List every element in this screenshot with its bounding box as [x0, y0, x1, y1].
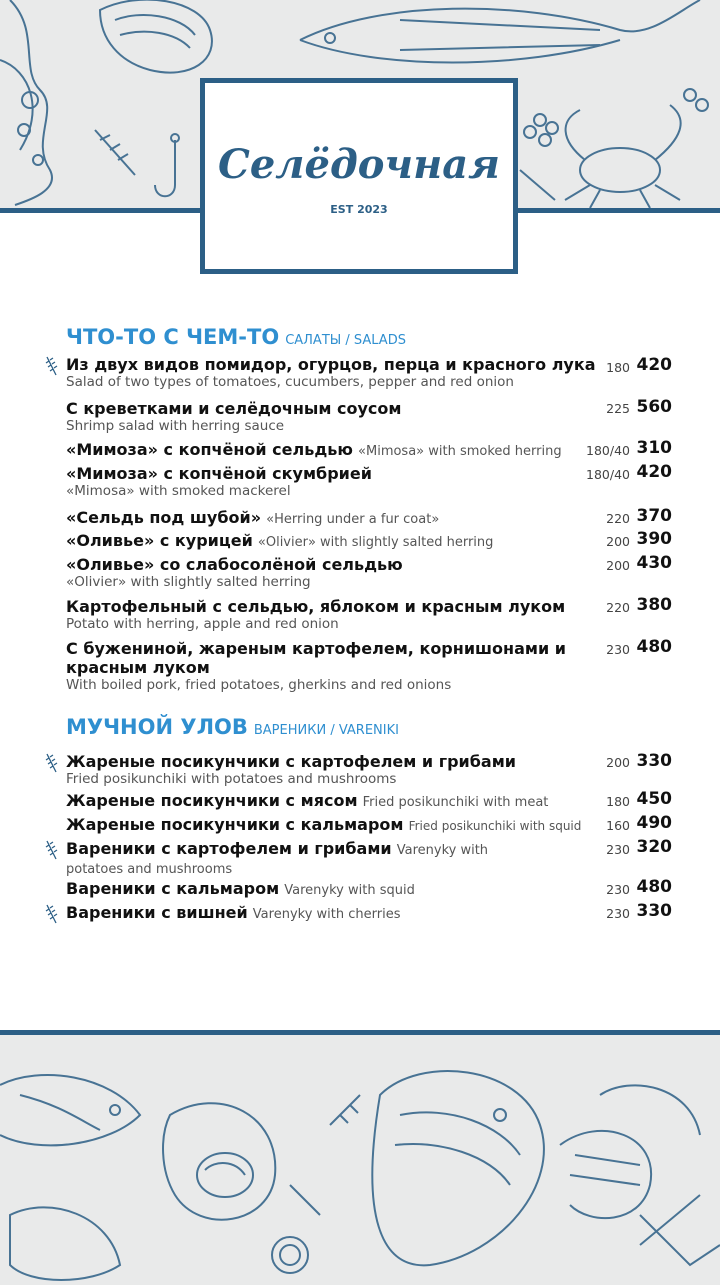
item-weight: 230	[606, 842, 630, 857]
item-name-en: Shrimp salad with herring sauce	[66, 418, 285, 434]
item-name-en: Potato with herring, apple and red onion	[66, 616, 339, 632]
item-price: 320	[636, 837, 672, 857]
item-weight: 230	[606, 882, 630, 897]
item-weight: 180/40	[586, 443, 630, 458]
item-weight: 225	[606, 401, 630, 416]
item-name-en: Fried posikunchiki with potatoes and mushrooms	[66, 771, 397, 787]
item-name-en: Fried posikunchiki with squid	[408, 819, 582, 833]
item-name-en: «Olivier» with slightly salted herring	[257, 535, 494, 550]
brand-name: Селёдочная	[217, 141, 500, 188]
item-name-ru: «Оливье» с курицей	[66, 531, 253, 550]
item-price: 560	[636, 397, 672, 417]
item-weight: 160	[606, 818, 630, 833]
item-weight: 180/40	[586, 467, 630, 482]
item-weight: 180	[606, 794, 630, 809]
item-name-en: «Mimosa» with smoked herring	[358, 444, 562, 459]
item-name-ru: С креветками и селёдочным соусом	[66, 399, 402, 418]
item-weight: 230	[606, 906, 630, 921]
item-name-en: «Herring under a fur coat»	[266, 512, 440, 527]
item-name-en: Varenyky with potatoes and mushrooms	[66, 843, 489, 877]
menu-item	[66, 399, 666, 435]
herb-sprig-icon	[44, 903, 60, 925]
item-name-ru: Вареники с кальмаром	[66, 879, 280, 898]
brand-logo	[200, 78, 518, 274]
section-subheading: ВАРЕНИКИ / VARENIKI	[253, 723, 399, 738]
item-name-en: Salad of two types of tomatoes, cucumbers, pepper and red onion	[66, 374, 514, 390]
herb-sprig-icon	[44, 839, 60, 861]
item-price: 330	[636, 901, 672, 921]
item-name-ru: Из двух видов помидор, огурцов, перца и красного лука	[66, 355, 596, 374]
item-weight: 220	[606, 600, 630, 615]
item-name-ru: Вареники с вишней	[66, 903, 248, 922]
menu-item	[66, 839, 546, 877]
item-name-en: With boiled pork, fried potatoes, gherkins and red onions	[66, 677, 452, 693]
item-weight: 220	[606, 511, 630, 526]
menu-item	[66, 440, 666, 459]
item-weight: 200	[606, 755, 630, 770]
item-name-ru: Вареники с картофелем и грибами	[66, 839, 392, 858]
menu-item	[66, 555, 666, 591]
menu-item	[66, 791, 666, 810]
item-name-ru: Жареные посикунчики с мясом	[66, 791, 358, 810]
menu-item	[66, 903, 666, 922]
item-name-ru: «Мимоза» с копчёной скумбрией	[66, 464, 372, 483]
herb-sprig-icon	[44, 355, 60, 377]
item-price: 330	[636, 751, 672, 771]
item-name-en: Varenyky with squid	[284, 883, 415, 898]
item-price: 450	[636, 789, 672, 809]
item-price: 480	[636, 877, 672, 897]
item-price: 480	[636, 637, 672, 657]
menu-item	[66, 597, 666, 633]
item-name-en: Varenyky with cherries	[252, 907, 401, 922]
menu-item	[66, 879, 666, 898]
menu-card	[26, 317, 682, 935]
item-price: 390	[636, 529, 672, 549]
item-weight: 180	[606, 360, 630, 375]
item-price: 420	[636, 355, 672, 375]
menu-item	[66, 464, 666, 500]
menu-item	[66, 531, 666, 550]
item-name-ru: С бужениной, жареным картофелем, корнишонами и красным луком	[66, 639, 566, 677]
section-title-salads	[66, 325, 406, 349]
item-name-ru: Картофельный с сельдью, яблоком и красным луком	[66, 597, 566, 616]
item-weight: 230	[606, 642, 630, 657]
item-price: 490	[636, 813, 672, 833]
menu-item	[66, 815, 666, 834]
item-weight: 200	[606, 558, 630, 573]
section-subheading: САЛАТЫ / SALADS	[285, 333, 406, 348]
section-heading: ЧТО-ТО С ЧЕМ-ТО	[66, 325, 280, 349]
footer-illustration-band	[0, 1030, 720, 1285]
item-price: 380	[636, 595, 672, 615]
item-weight: 200	[606, 534, 630, 549]
item-name-ru: «Сельдь под шубой»	[66, 508, 262, 527]
menu-item	[66, 639, 566, 694]
item-price: 310	[636, 438, 672, 458]
item-name-ru: Жареные посикунчики с картофелем и грибами	[66, 752, 516, 771]
item-name-ru: «Оливье» со слабосолёной сельдью	[66, 555, 403, 574]
item-price: 370	[636, 506, 672, 526]
menu-item	[66, 508, 666, 527]
item-name-en: «Olivier» with slightly salted herring	[66, 574, 311, 590]
item-name-ru: Жареные посикунчики с кальмаром	[66, 815, 404, 834]
menu-item	[66, 752, 666, 788]
seafood-sketch-illustration	[0, 1035, 720, 1285]
item-name-en: «Mimosa» with smoked mackerel	[66, 483, 291, 499]
item-price: 430	[636, 553, 672, 573]
item-name-ru: «Мимоза» с копчёной сельдью	[66, 440, 353, 459]
section-heading: МУЧНОЙ УЛОВ	[66, 715, 248, 739]
menu-item	[66, 355, 666, 391]
item-name-en: Fried posikunchiki with meat	[362, 795, 549, 810]
herb-sprig-icon	[44, 752, 60, 774]
item-price: 420	[636, 462, 672, 482]
brand-est: EST 2023	[330, 203, 388, 216]
section-title-vareniki	[66, 715, 399, 739]
